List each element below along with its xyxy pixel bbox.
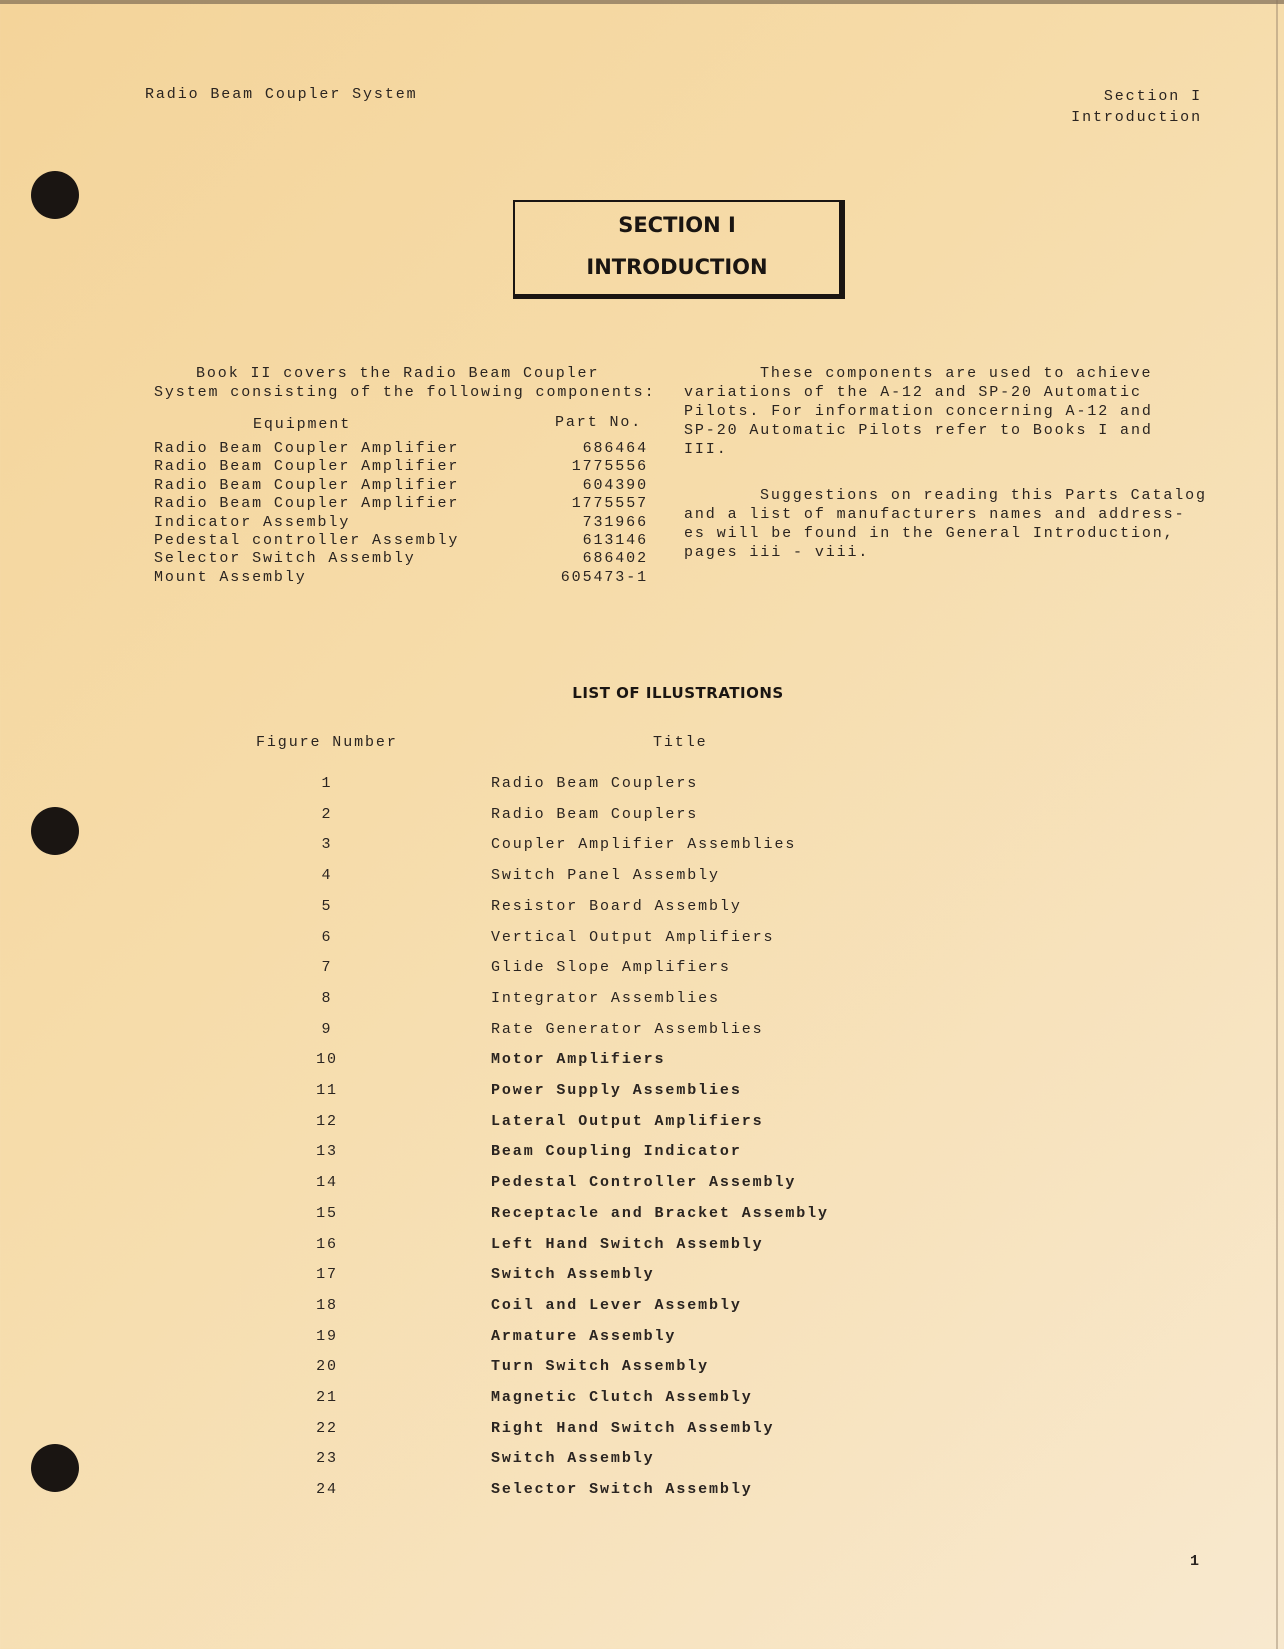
figure-number: 2 <box>321 805 333 823</box>
figure-number: 3 <box>321 836 333 854</box>
para-line: pages iii - viii. <box>684 544 870 561</box>
figure-number: 5 <box>321 897 333 915</box>
column-header-equipment: Equipment <box>253 416 352 433</box>
section-title-box <box>513 200 845 299</box>
punch-hole-icon <box>31 1444 79 1492</box>
para-line: III. <box>684 441 728 458</box>
figure-title: Resistor Board Assembly <box>491 897 742 915</box>
para-line: These components are used to achieve <box>760 365 1153 382</box>
figure-title: Switch Assembly <box>491 1450 655 1468</box>
figure-title: Coil and Lever Assembly <box>491 1296 742 1314</box>
part-number: 604390 <box>582 476 648 494</box>
figure-number: 15 <box>316 1204 338 1222</box>
figure-title: Radio Beam Couplers <box>491 805 699 823</box>
para-line: SP-20 Automatic Pilots refer to Books I and <box>684 422 1153 439</box>
figure-title: Beam Coupling Indicator <box>491 1143 742 1161</box>
figure-number: 14 <box>316 1174 338 1192</box>
part-number: 1775557 <box>571 495 648 513</box>
para-line: Suggestions on reading this Parts Catalog <box>760 487 1207 504</box>
running-header-title: Radio Beam Coupler System <box>145 86 418 103</box>
part-number: 686402 <box>582 550 648 568</box>
equipment-name: Radio Beam Coupler Amplifier <box>154 495 460 513</box>
page-edge-top <box>0 0 1284 4</box>
figure-title: Power Supply Assemblies <box>491 1082 742 1099</box>
equipment-name: Radio Beam Coupler Amplifier <box>154 476 460 494</box>
figure-title: Receptacle and Bracket Assembly <box>491 1204 829 1222</box>
page-number: 1 <box>1190 1553 1201 1570</box>
figure-number: 13 <box>316 1143 338 1161</box>
part-number: 613146 <box>582 532 648 549</box>
equipment-name: Radio Beam Coupler Amplifier <box>154 458 460 476</box>
figure-title: Vertical Output Amplifiers <box>491 928 775 946</box>
figure-number: 19 <box>316 1327 338 1345</box>
part-number: 605473-1 <box>560 568 648 586</box>
figure-number: 24 <box>316 1481 338 1499</box>
column-header-figure-number: Figure Number <box>256 734 398 751</box>
figure-title: Switch Assembly <box>491 1266 655 1284</box>
figure-title: Radio Beam Couplers <box>491 775 699 792</box>
equipment-name: Mount Assembly <box>154 568 307 586</box>
equipment-name: Selector Switch Assembly <box>154 550 416 568</box>
figure-number: 8 <box>321 989 333 1007</box>
para-line: Pilots. For information concerning A-12 and <box>684 403 1153 420</box>
figure-number: 18 <box>316 1296 338 1314</box>
figure-number: 17 <box>316 1266 338 1284</box>
figure-title: Right Hand Switch Assembly <box>491 1419 775 1437</box>
intro-line: System consisting of the following components: <box>154 384 656 401</box>
figure-title: Pedestal Controller Assembly <box>491 1174 797 1192</box>
figure-number: 7 <box>321 959 333 977</box>
figure-number: 4 <box>321 867 333 885</box>
running-header-section <box>1071 86 1202 128</box>
figure-number: 22 <box>316 1419 338 1437</box>
section-label: Section I <box>1103 88 1202 105</box>
figure-title: Turn Switch Assembly <box>491 1358 710 1376</box>
components-usage-paragraph <box>684 364 1153 459</box>
list-of-illustrations-heading: LIST OF ILLUSTRATIONS <box>572 684 784 702</box>
figure-title: Lateral Output Amplifiers <box>491 1112 764 1130</box>
figure-number: 21 <box>316 1389 338 1406</box>
figure-title: Left Hand Switch Assembly <box>491 1235 764 1253</box>
equipment-name: Radio Beam Coupler Amplifier <box>154 440 460 457</box>
figure-number: 1 <box>321 775 333 792</box>
equipment-name: Indicator Assembly <box>154 513 351 531</box>
para-line: variations of the A-12 and SP-20 Automatic <box>684 384 1142 401</box>
section-title: INTRODUCTION <box>586 255 768 279</box>
suggestions-paragraph <box>684 486 1207 562</box>
para-line: and a list of manufacturers names and address- <box>684 506 1186 523</box>
figure-number: 23 <box>316 1450 338 1468</box>
figure-title: Coupler Amplifier Assemblies <box>491 836 797 854</box>
punch-hole-icon <box>31 171 79 219</box>
part-number: 686464 <box>582 440 648 457</box>
intro-paragraph <box>154 364 655 402</box>
figure-number: 6 <box>321 928 333 946</box>
para-line: es will be found in the General Introduction, <box>684 525 1175 542</box>
figure-number: 16 <box>316 1235 338 1253</box>
column-header-part-no: Part No. <box>555 414 643 431</box>
equipment-name: Pedestal controller Assembly <box>154 532 460 549</box>
figure-number: 20 <box>316 1358 338 1376</box>
figure-title: Armature Assembly <box>491 1327 677 1345</box>
figure-title: Integrator Assemblies <box>491 989 720 1007</box>
figure-number: 9 <box>321 1020 333 1038</box>
figure-title: Selector Switch Assembly <box>491 1481 753 1499</box>
figure-title: Rate Generator Assemblies <box>491 1020 764 1038</box>
section-number: SECTION I <box>618 213 736 237</box>
part-number: 731966 <box>582 513 648 531</box>
figure-title: Switch Panel Assembly <box>491 867 720 885</box>
figure-title: Magnetic Clutch Assembly <box>491 1389 753 1406</box>
figure-number: 10 <box>316 1051 338 1069</box>
figure-title: Glide Slope Amplifiers <box>491 959 731 977</box>
intro-line: Book II covers the Radio Beam Coupler <box>196 365 600 382</box>
column-header-title: Title <box>653 734 708 751</box>
section-name: Introduction <box>1071 109 1202 126</box>
figure-title: Motor Amplifiers <box>491 1051 666 1069</box>
figure-number: 11 <box>316 1082 338 1099</box>
figure-number: 12 <box>316 1112 338 1130</box>
part-number: 1775556 <box>571 458 648 476</box>
page-edge-right <box>1276 0 1278 1649</box>
punch-hole-icon <box>31 807 79 855</box>
